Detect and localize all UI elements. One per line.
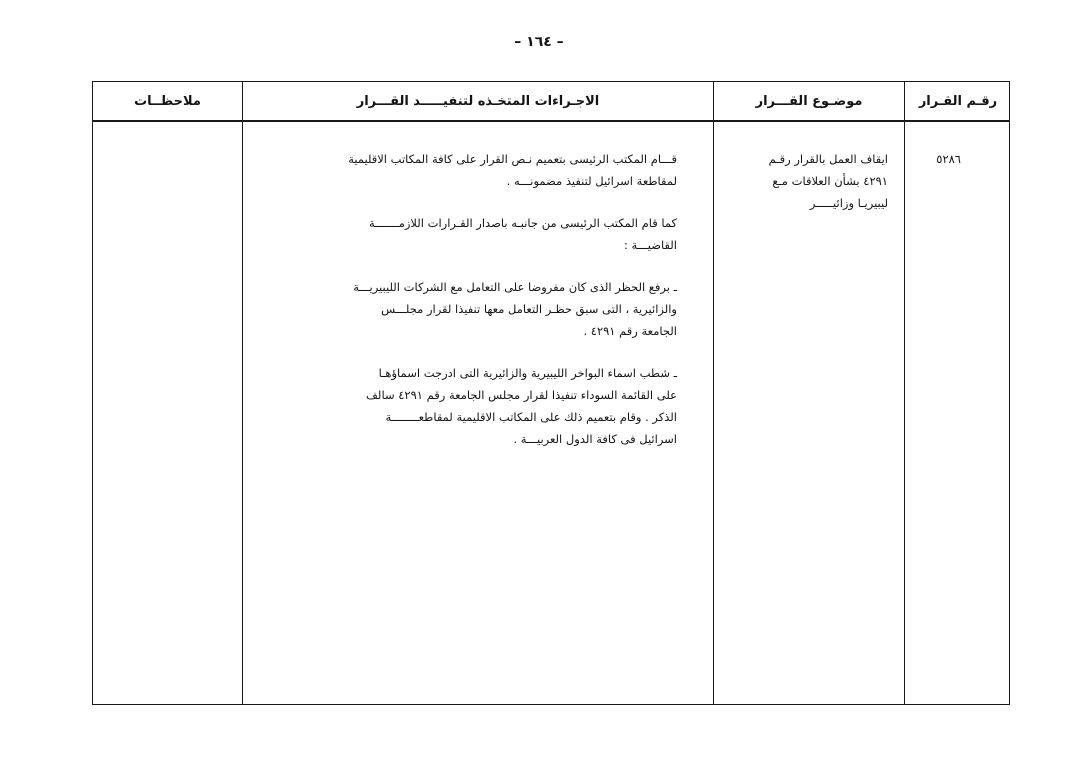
action-line: كما قام المكتب الرئيسى من جانبـه باصدار القـرارات اللازمـــــــة <box>368 216 677 230</box>
action-line: الجامعة رقم ٤٢٩١ . <box>583 324 677 338</box>
action-line: ـ شطب اسماء البواخر الليبيرية والزائيرية التى ادرجت اسماؤهـا <box>378 366 677 380</box>
cell-actions-taken <box>243 148 713 470</box>
action-line: الذكر . وقام بتعميم ذلك على المكاتب الاقليمية لمقاطعــــــــة <box>385 410 677 424</box>
action-paragraph-lift-ban <box>243 276 677 342</box>
column-divider-subject <box>904 82 905 704</box>
action-paragraph-decisions <box>243 212 677 256</box>
action-paragraph-blacklist <box>243 362 677 450</box>
cell-decision-number: ٥٢٨٦ <box>936 152 961 166</box>
action-line: قـــام المكتب الرئيسى بتعميم نـص القرار على كافة المكاتب الاقليمية <box>348 152 677 166</box>
header-divider <box>93 120 1009 122</box>
cell-decision-subject <box>714 148 904 214</box>
action-line: والزائيرية ، التى سبق حظـر التعامل معها تنفيذا لقرار مجلـــس <box>381 302 677 316</box>
action-line: لمقاطعة اسرائيل لتنفيذ مضمونـــه . <box>506 174 677 188</box>
subject-line: ٤٢٩١ بشأن العلاقات مـع <box>772 174 888 188</box>
header-decision-subject: موضـوع القـــرار <box>755 94 863 109</box>
header-actions-taken: الاجـراءات المتخـذه لتنفيـــــد القـــرار <box>356 94 600 109</box>
action-paragraph-circulation <box>243 148 677 192</box>
decision-table <box>92 81 1010 705</box>
action-line: القاضيـــة : <box>623 238 677 252</box>
action-line: على القائمة السوداء تنفيذا لقرار مجلس الجامعة رقم ٤٢٩١ سالف <box>366 388 677 402</box>
page-number: – ١٦٤ – <box>514 34 564 50</box>
action-line: اسرائيل فى كافة الدول العربيـــة . <box>513 432 677 446</box>
subject-line: ليبيريـا وزائيـــــر <box>809 196 888 210</box>
subject-line: ايقاف العمل بالقرار رقـم <box>768 152 888 166</box>
header-decision-number: رقـم القـرار <box>918 94 998 109</box>
header-notes: ملاحظــات <box>134 94 201 109</box>
action-line: ـ برفع الحظر الذى كان مفروضا على التعامل مع الشركات الليبيريـــة <box>353 280 677 294</box>
